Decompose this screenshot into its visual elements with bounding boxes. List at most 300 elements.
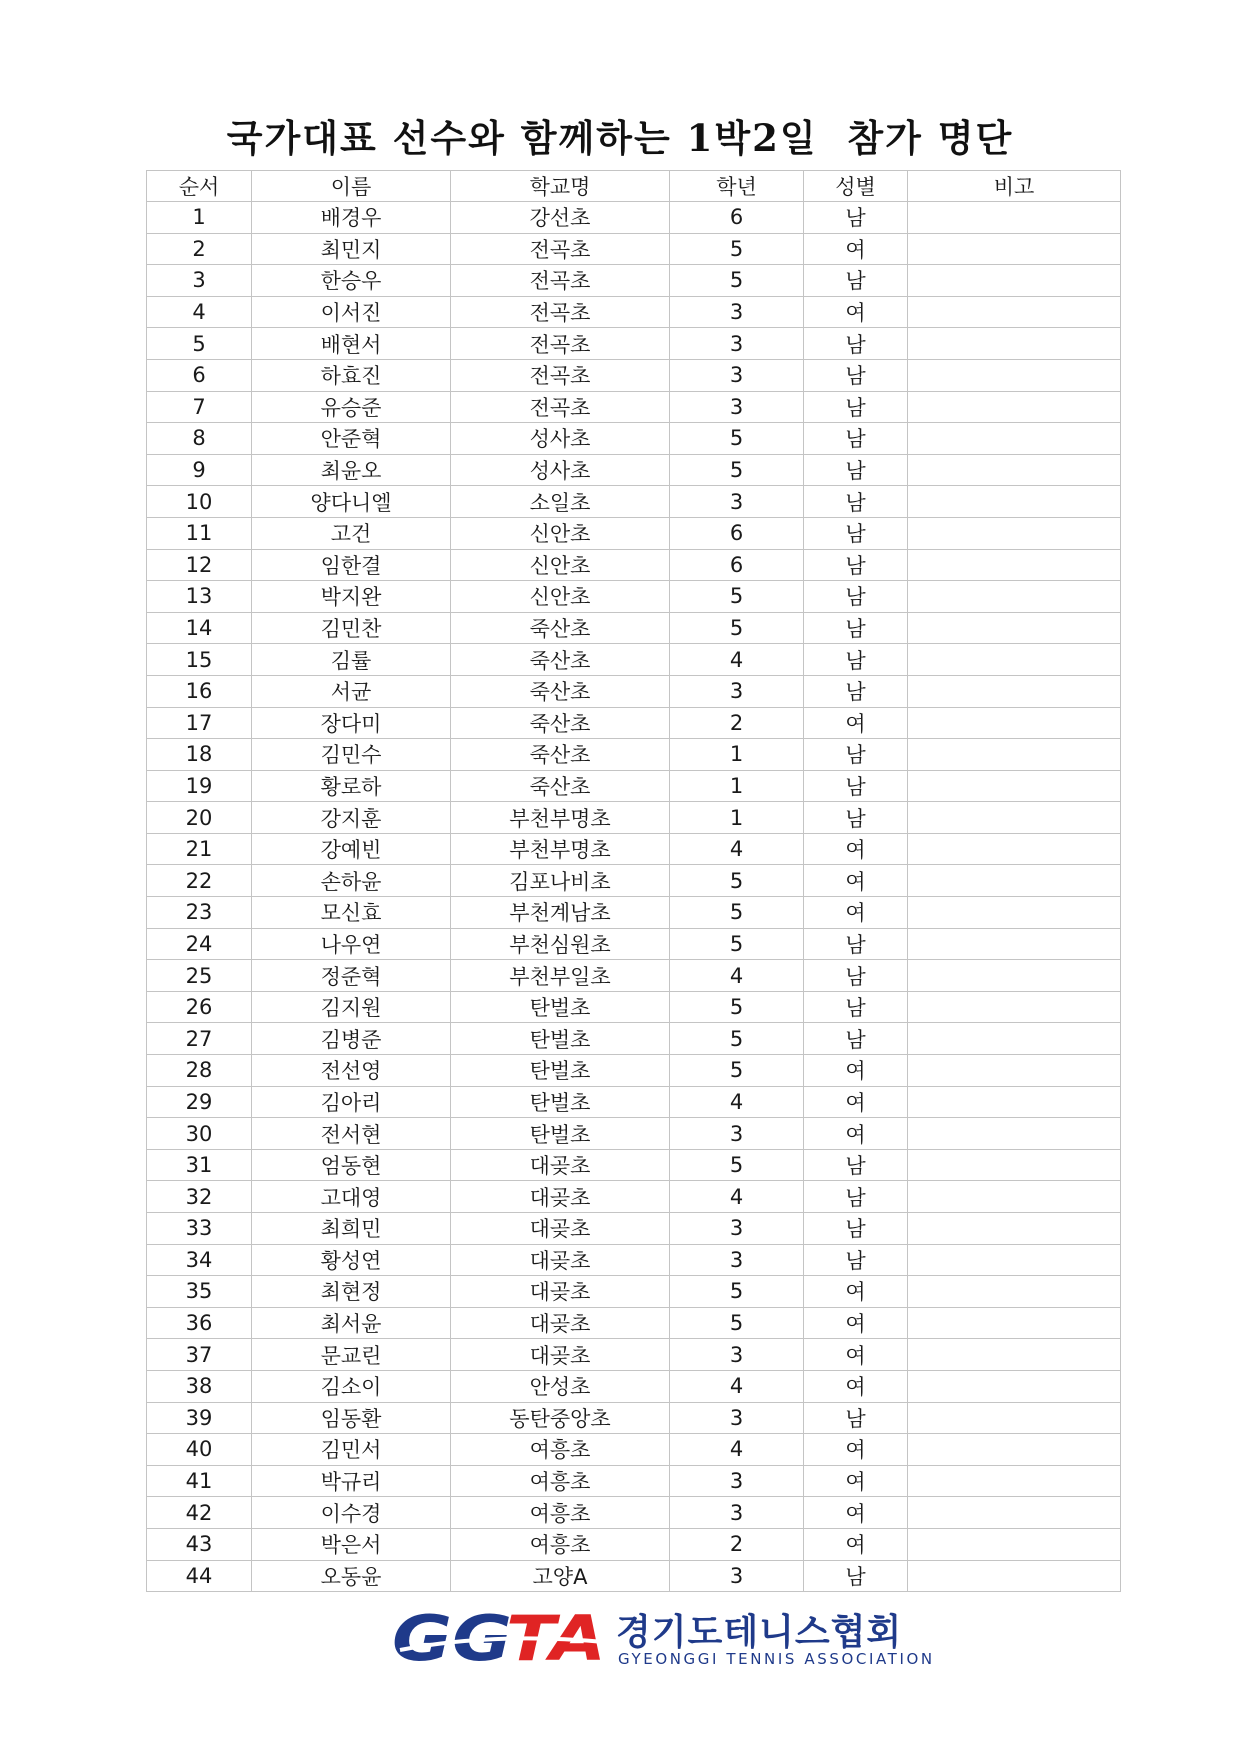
cell-school: 신안초: [451, 517, 670, 549]
cell-gender: 남: [804, 517, 908, 549]
cell-gender: 여: [804, 833, 908, 865]
header-name: 이름: [252, 171, 451, 202]
table-row: [147, 1244, 1121, 1276]
cell-grade: 3: [670, 359, 804, 391]
cell-name: 김소이: [252, 1370, 451, 1402]
cell-note: [908, 423, 1121, 455]
cell-grade: 5: [670, 423, 804, 455]
cell-order: 9: [147, 454, 252, 486]
cell-name: 유승준: [252, 391, 451, 423]
cell-order: 26: [147, 991, 252, 1023]
cell-note: [908, 1149, 1121, 1181]
cell-school: 죽산초: [451, 644, 670, 676]
cell-note: [908, 1528, 1121, 1560]
cell-note: [908, 1086, 1121, 1118]
table-row: [147, 391, 1121, 423]
cell-gender: 남: [804, 1402, 908, 1434]
cell-school: 부천계남초: [451, 897, 670, 929]
table-row: [147, 1213, 1121, 1245]
cell-note: [908, 265, 1121, 297]
cell-school: 죽산초: [451, 770, 670, 802]
table-row: [147, 612, 1121, 644]
cell-order: 38: [147, 1370, 252, 1402]
cell-order: 5: [147, 328, 252, 360]
cell-note: [908, 486, 1121, 518]
cell-order: 15: [147, 644, 252, 676]
table-row: [147, 486, 1121, 518]
cell-note: [908, 1307, 1121, 1339]
ggta-logo-icon: [392, 1602, 612, 1672]
cell-school: 대곶초: [451, 1307, 670, 1339]
cell-order: 20: [147, 802, 252, 834]
cell-school: 대곶초: [451, 1276, 670, 1308]
cell-grade: 5: [670, 928, 804, 960]
table-body: [147, 202, 1121, 1592]
cell-note: [908, 1402, 1121, 1434]
cell-name: 박은서: [252, 1528, 451, 1560]
cell-name: 최현정: [252, 1276, 451, 1308]
table-row: [147, 517, 1121, 549]
cell-name: 장다미: [252, 707, 451, 739]
cell-order: 13: [147, 581, 252, 613]
cell-order: 31: [147, 1149, 252, 1181]
cell-name: 전서현: [252, 1118, 451, 1150]
cell-name: 김률: [252, 644, 451, 676]
cell-name: 황로하: [252, 770, 451, 802]
cell-gender: 남: [804, 991, 908, 1023]
cell-gender: 남: [804, 802, 908, 834]
cell-grade: 3: [670, 296, 804, 328]
cell-note: [908, 707, 1121, 739]
cell-note: [908, 802, 1121, 834]
cell-grade: 4: [670, 960, 804, 992]
cell-grade: 6: [670, 517, 804, 549]
cell-gender: 남: [804, 1181, 908, 1213]
cell-note: [908, 960, 1121, 992]
cell-note: [908, 202, 1121, 234]
cell-grade: 6: [670, 202, 804, 234]
cell-gender: 남: [804, 1560, 908, 1592]
table-row: [147, 770, 1121, 802]
cell-note: [908, 833, 1121, 865]
cell-school: 탄벌초: [451, 1118, 670, 1150]
cell-order: 16: [147, 675, 252, 707]
cell-order: 10: [147, 486, 252, 518]
table-header-row: [147, 171, 1121, 202]
cell-grade: 3: [670, 675, 804, 707]
svg-text:TA: TA: [506, 1602, 606, 1672]
cell-grade: 5: [670, 1149, 804, 1181]
table-row: [147, 1023, 1121, 1055]
cell-gender: 여: [804, 1086, 908, 1118]
cell-note: [908, 1213, 1121, 1245]
cell-school: 안성초: [451, 1370, 670, 1402]
cell-note: [908, 675, 1121, 707]
cell-grade: 5: [670, 1276, 804, 1308]
cell-grade: 4: [670, 644, 804, 676]
cell-school: 여흥초: [451, 1497, 670, 1529]
table-row: [147, 1276, 1121, 1308]
cell-grade: 6: [670, 549, 804, 581]
cell-grade: 5: [670, 1307, 804, 1339]
cell-school: 고양A: [451, 1560, 670, 1592]
cell-school: 전곡초: [451, 265, 670, 297]
cell-grade: 3: [670, 391, 804, 423]
cell-order: 41: [147, 1465, 252, 1497]
cell-gender: 여: [804, 1465, 908, 1497]
table-row: [147, 644, 1121, 676]
table-row: [147, 675, 1121, 707]
participant-table: [146, 170, 1121, 1592]
cell-school: 대곶초: [451, 1149, 670, 1181]
cell-order: 36: [147, 1307, 252, 1339]
cell-grade: 3: [670, 486, 804, 518]
cell-note: [908, 1181, 1121, 1213]
cell-order: 24: [147, 928, 252, 960]
cell-gender: 남: [804, 328, 908, 360]
cell-grade: 3: [670, 1465, 804, 1497]
cell-school: 죽산초: [451, 612, 670, 644]
cell-school: 여흥초: [451, 1434, 670, 1466]
cell-gender: 여: [804, 1276, 908, 1308]
cell-gender: 여: [804, 1055, 908, 1087]
table-row: [147, 802, 1121, 834]
cell-grade: 3: [670, 1244, 804, 1276]
table-row: [147, 960, 1121, 992]
cell-gender: 남: [804, 423, 908, 455]
cell-note: [908, 1434, 1121, 1466]
cell-order: 4: [147, 296, 252, 328]
cell-grade: 4: [670, 1086, 804, 1118]
cell-grade: 1: [670, 739, 804, 771]
cell-school: 김포나비초: [451, 865, 670, 897]
cell-note: [908, 454, 1121, 486]
cell-gender: 남: [804, 265, 908, 297]
cell-gender: 여: [804, 1339, 908, 1371]
cell-name: 최윤오: [252, 454, 451, 486]
cell-order: 35: [147, 1276, 252, 1308]
cell-name: 전선영: [252, 1055, 451, 1087]
cell-note: [908, 1339, 1121, 1371]
cell-grade: 3: [670, 1339, 804, 1371]
cell-school: 소일초: [451, 486, 670, 518]
cell-note: [908, 581, 1121, 613]
cell-gender: 남: [804, 770, 908, 802]
table-row: [147, 328, 1121, 360]
cell-order: 8: [147, 423, 252, 455]
cell-grade: 5: [670, 897, 804, 929]
cell-order: 2: [147, 233, 252, 265]
table-row: [147, 265, 1121, 297]
cell-order: 6: [147, 359, 252, 391]
cell-school: 탄벌초: [451, 1086, 670, 1118]
cell-name: 김민서: [252, 1434, 451, 1466]
cell-gender: 남: [804, 486, 908, 518]
cell-gender: 여: [804, 1528, 908, 1560]
cell-name: 최희민: [252, 1213, 451, 1245]
cell-order: 29: [147, 1086, 252, 1118]
cell-name: 서균: [252, 675, 451, 707]
cell-order: 7: [147, 391, 252, 423]
cell-note: [908, 233, 1121, 265]
cell-grade: 3: [670, 1560, 804, 1592]
cell-name: 임한결: [252, 549, 451, 581]
cell-school: 부천부명초: [451, 833, 670, 865]
cell-name: 강지훈: [252, 802, 451, 834]
cell-order: 3: [147, 265, 252, 297]
cell-school: 전곡초: [451, 233, 670, 265]
cell-gender: 여: [804, 1118, 908, 1150]
cell-note: [908, 928, 1121, 960]
association-name-en: GYEONGGI TENNIS ASSOCIATION: [618, 1650, 935, 1668]
cell-gender: 남: [804, 1149, 908, 1181]
cell-order: 28: [147, 1055, 252, 1087]
cell-grade: 1: [670, 802, 804, 834]
table-row: [147, 454, 1121, 486]
cell-order: 21: [147, 833, 252, 865]
cell-name: 모신효: [252, 897, 451, 929]
cell-grade: 5: [670, 612, 804, 644]
table-row: [147, 1370, 1121, 1402]
cell-name: 정준혁: [252, 960, 451, 992]
cell-order: 30: [147, 1118, 252, 1150]
table-row: [147, 581, 1121, 613]
cell-name: 배현서: [252, 328, 451, 360]
table-row: [147, 1402, 1121, 1434]
cell-school: 강선초: [451, 202, 670, 234]
cell-order: 23: [147, 897, 252, 929]
cell-note: [908, 1465, 1121, 1497]
cell-name: 나우연: [252, 928, 451, 960]
cell-gender: 남: [804, 549, 908, 581]
cell-school: 부천부명초: [451, 802, 670, 834]
cell-note: [908, 1560, 1121, 1592]
table-row: [147, 296, 1121, 328]
cell-gender: 여: [804, 1434, 908, 1466]
cell-gender: 남: [804, 644, 908, 676]
cell-note: [908, 359, 1121, 391]
cell-name: 고대영: [252, 1181, 451, 1213]
cell-order: 14: [147, 612, 252, 644]
header-order: 순서: [147, 171, 252, 202]
cell-name: 강예빈: [252, 833, 451, 865]
cell-school: 죽산초: [451, 675, 670, 707]
cell-grade: 3: [670, 1213, 804, 1245]
cell-name: 박지완: [252, 581, 451, 613]
cell-order: 37: [147, 1339, 252, 1371]
table-row: [147, 1465, 1121, 1497]
cell-school: 성사초: [451, 454, 670, 486]
cell-gender: 여: [804, 707, 908, 739]
cell-order: 44: [147, 1560, 252, 1592]
cell-note: [908, 1118, 1121, 1150]
cell-name: 한승우: [252, 265, 451, 297]
svg-text:GG: GG: [392, 1602, 512, 1672]
cell-gender: 남: [804, 202, 908, 234]
cell-order: 25: [147, 960, 252, 992]
cell-note: [908, 1497, 1121, 1529]
cell-name: 임동환: [252, 1402, 451, 1434]
cell-name: 김민찬: [252, 612, 451, 644]
cell-name: 이서진: [252, 296, 451, 328]
cell-grade: 2: [670, 1528, 804, 1560]
cell-order: 33: [147, 1213, 252, 1245]
cell-school: 여흥초: [451, 1528, 670, 1560]
cell-name: 손하윤: [252, 865, 451, 897]
cell-grade: 1: [670, 770, 804, 802]
cell-school: 전곡초: [451, 391, 670, 423]
cell-note: [908, 296, 1121, 328]
cell-order: 43: [147, 1528, 252, 1560]
cell-note: [908, 865, 1121, 897]
cell-school: 대곶초: [451, 1213, 670, 1245]
cell-school: 성사초: [451, 423, 670, 455]
cell-school: 전곡초: [451, 328, 670, 360]
cell-gender: 남: [804, 454, 908, 486]
cell-note: [908, 770, 1121, 802]
cell-order: 12: [147, 549, 252, 581]
cell-gender: 여: [804, 897, 908, 929]
table-row: [147, 233, 1121, 265]
table-row: [147, 1181, 1121, 1213]
table-row: [147, 359, 1121, 391]
table-row: [147, 739, 1121, 771]
cell-gender: 여: [804, 233, 908, 265]
cell-gender: 남: [804, 391, 908, 423]
cell-name: 안준혁: [252, 423, 451, 455]
cell-name: 김지원: [252, 991, 451, 1023]
cell-school: 죽산초: [451, 739, 670, 771]
page-title: 국가대표 선수와 함께하는 1박2일 참가 명단: [226, 116, 1014, 160]
footer-logo: [392, 1602, 935, 1672]
cell-school: 신안초: [451, 581, 670, 613]
cell-name: 김민수: [252, 739, 451, 771]
cell-note: [908, 391, 1121, 423]
cell-name: 최서윤: [252, 1307, 451, 1339]
cell-name: 이수경: [252, 1497, 451, 1529]
cell-gender: 남: [804, 928, 908, 960]
table-row: [147, 423, 1121, 455]
cell-school: 탄벌초: [451, 1023, 670, 1055]
header-gender: 성별: [804, 171, 908, 202]
table-row: [147, 707, 1121, 739]
table-row: [147, 1055, 1121, 1087]
table-row: [147, 1149, 1121, 1181]
cell-note: [908, 1055, 1121, 1087]
table-row: [147, 897, 1121, 929]
cell-grade: 4: [670, 1370, 804, 1402]
cell-gender: 남: [804, 739, 908, 771]
cell-gender: 남: [804, 1023, 908, 1055]
cell-note: [908, 612, 1121, 644]
table-row: [147, 549, 1121, 581]
cell-school: 전곡초: [451, 296, 670, 328]
cell-note: [908, 644, 1121, 676]
cell-school: 여흥초: [451, 1465, 670, 1497]
cell-school: 동탄중앙초: [451, 1402, 670, 1434]
table-row: [147, 1528, 1121, 1560]
cell-grade: 5: [670, 1055, 804, 1087]
cell-grade: 3: [670, 328, 804, 360]
cell-name: 황성연: [252, 1244, 451, 1276]
cell-note: [908, 1276, 1121, 1308]
header-note: 비고: [908, 171, 1121, 202]
cell-school: 신안초: [451, 549, 670, 581]
cell-name: 엄동현: [252, 1149, 451, 1181]
cell-gender: 남: [804, 359, 908, 391]
cell-name: 박규리: [252, 1465, 451, 1497]
cell-name: 문교린: [252, 1339, 451, 1371]
cell-grade: 3: [670, 1118, 804, 1150]
cell-gender: 남: [804, 612, 908, 644]
cell-order: 22: [147, 865, 252, 897]
cell-name: 오동윤: [252, 1560, 451, 1592]
cell-school: 대곶초: [451, 1339, 670, 1371]
cell-name: 김아리: [252, 1086, 451, 1118]
table-row: [147, 1339, 1121, 1371]
cell-name: 최민지: [252, 233, 451, 265]
cell-grade: 4: [670, 1434, 804, 1466]
cell-grade: 4: [670, 1181, 804, 1213]
cell-order: 27: [147, 1023, 252, 1055]
cell-name: 양다니엘: [252, 486, 451, 518]
cell-order: 39: [147, 1402, 252, 1434]
table-row: [147, 202, 1121, 234]
cell-note: [908, 328, 1121, 360]
table-row: [147, 1497, 1121, 1529]
cell-note: [908, 1370, 1121, 1402]
table-row: [147, 1434, 1121, 1466]
cell-note: [908, 991, 1121, 1023]
cell-name: 하효진: [252, 359, 451, 391]
cell-gender: 남: [804, 581, 908, 613]
cell-gender: 여: [804, 1370, 908, 1402]
table-row: [147, 833, 1121, 865]
cell-grade: 4: [670, 833, 804, 865]
cell-note: [908, 1023, 1121, 1055]
cell-note: [908, 549, 1121, 581]
table-row: [147, 1560, 1121, 1592]
cell-gender: 남: [804, 1244, 908, 1276]
cell-name: 배경우: [252, 202, 451, 234]
cell-name: 김병준: [252, 1023, 451, 1055]
cell-grade: 5: [670, 581, 804, 613]
table-row: [147, 991, 1121, 1023]
cell-order: 1: [147, 202, 252, 234]
cell-order: 18: [147, 739, 252, 771]
cell-gender: 여: [804, 296, 908, 328]
cell-school: 부천심원초: [451, 928, 670, 960]
cell-school: 부천부일초: [451, 960, 670, 992]
cell-order: 42: [147, 1497, 252, 1529]
header-grade: 학년: [670, 171, 804, 202]
cell-gender: 남: [804, 1213, 908, 1245]
header-school: 학교명: [451, 171, 670, 202]
cell-note: [908, 517, 1121, 549]
cell-order: 11: [147, 517, 252, 549]
cell-gender: 여: [804, 865, 908, 897]
cell-grade: 3: [670, 1497, 804, 1529]
cell-grade: 3: [670, 1402, 804, 1434]
cell-grade: 5: [670, 265, 804, 297]
cell-gender: 여: [804, 1497, 908, 1529]
cell-order: 32: [147, 1181, 252, 1213]
cell-note: [908, 739, 1121, 771]
cell-name: 고건: [252, 517, 451, 549]
cell-grade: 5: [670, 1023, 804, 1055]
cell-order: 40: [147, 1434, 252, 1466]
cell-school: 전곡초: [451, 359, 670, 391]
